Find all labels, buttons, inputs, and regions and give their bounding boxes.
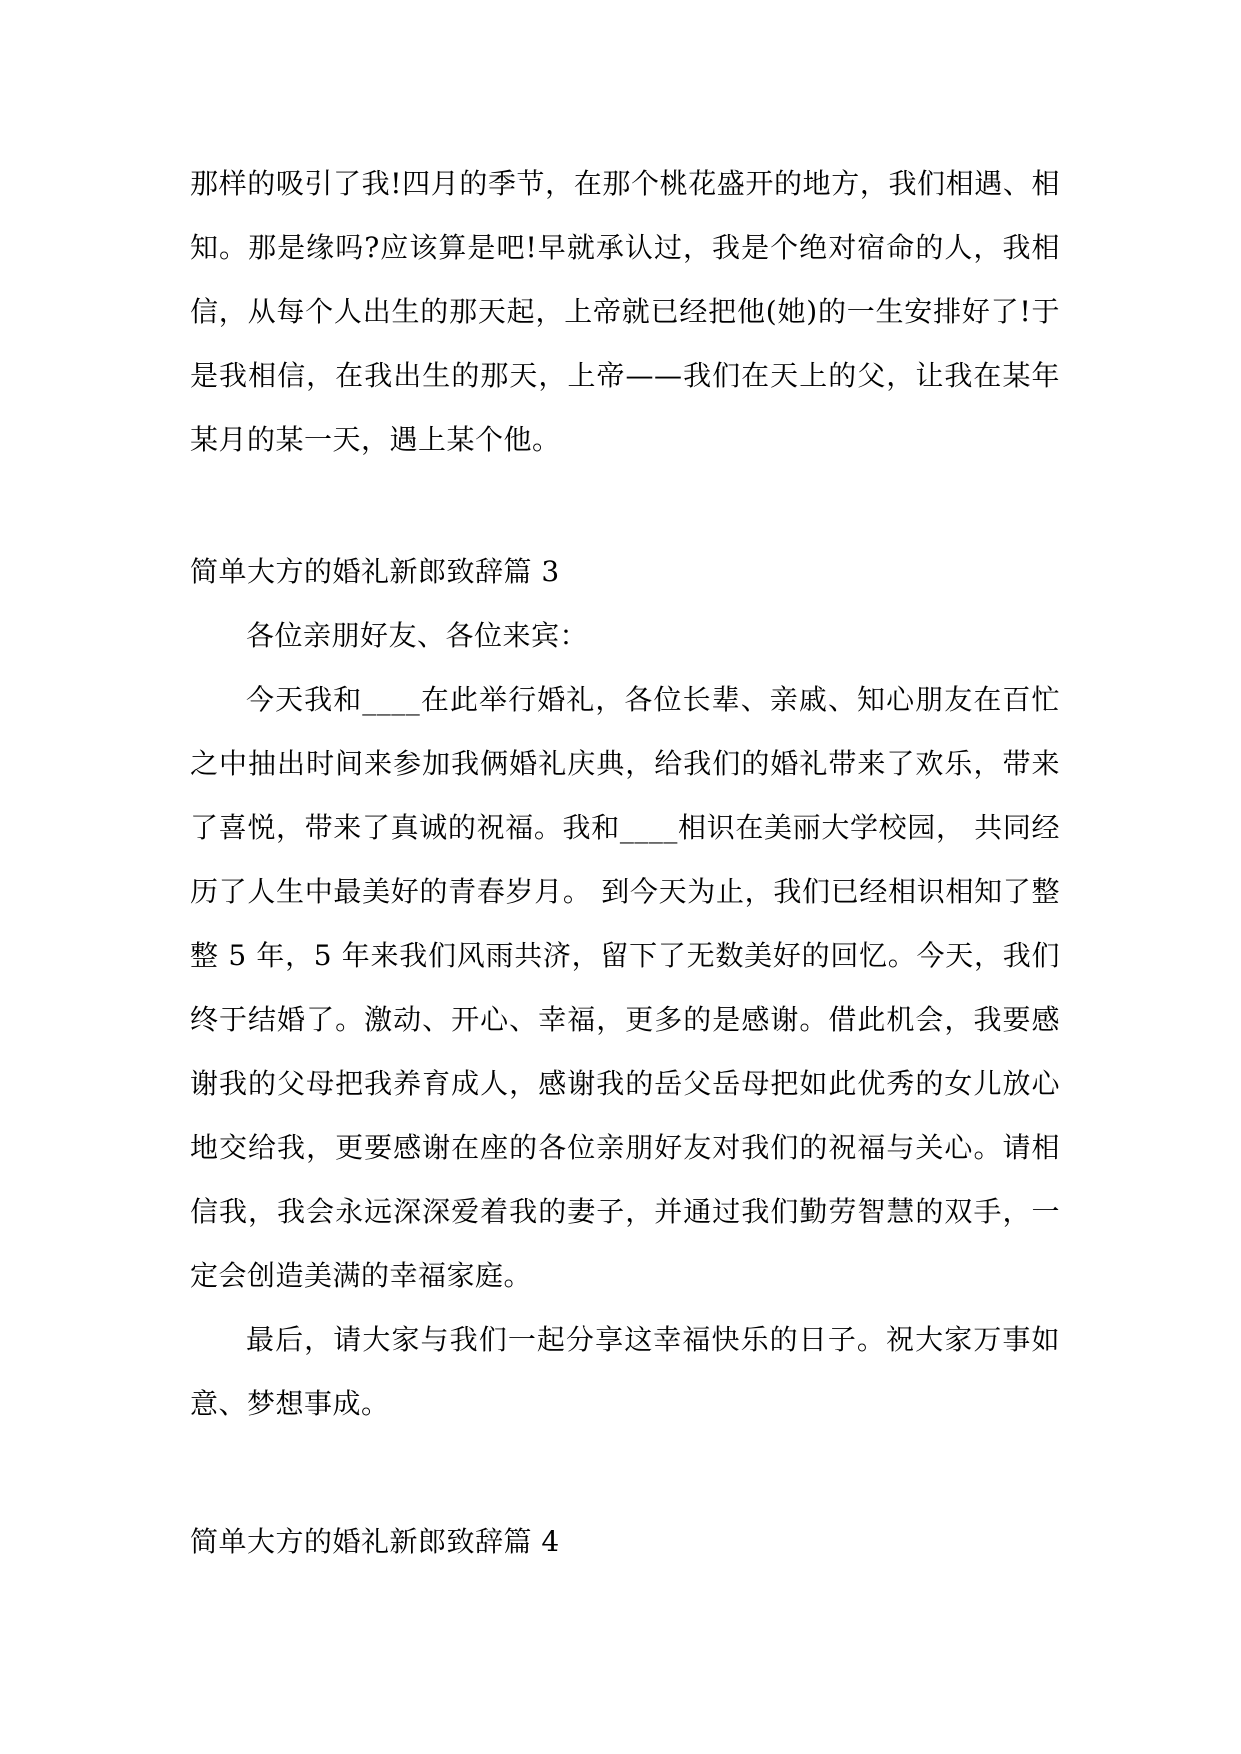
section-3 <box>190 540 1060 1436</box>
continued-paragraph: 那样的吸引了我!四月的季节，在那个桃花盛开的地方，我们相遇、相知。那是缘吗?应该算是吧!早就承认过，我是个绝对宿命的人，我相信，从每个人出生的那天起，上帝就已经把他(她)的一生安排好了!于是我相信，在我出生的那天，上帝——我们在天上的父，让我在某年某月的某一天，遇上某个他。 <box>190 167 1060 456</box>
continued-text-block <box>190 152 1060 472</box>
section-3-closing-paragraph: 最后，请大家与我们一起分享这幸福快乐的日子。祝大家万事如意、梦想事成。 <box>190 1323 1060 1420</box>
section-3-body-paragraph: 今天我和____在此举行婚礼，各位长辈、亲戚、知心朋友在百忙之中抽出时间来参加我俩婚礼庆典，给我们的婚礼带来了欢乐，带来了喜悦，带来了真诚的祝福。我和____相识在美丽大学校园， 共同经历了人生中最美好的青春岁月。 到今天为止，我们已经相识相知了整整 5 年，5 年来我们风雨共济，留下了无数美好的回忆。今天，我们终于结婚了。激动、开心、幸福，更多的是感谢。借此机会，我要感谢我的父母把我养育成人，感谢我的岳父岳母把如此优秀的女儿放心地交给我，更要感谢在座的各位亲朋好友对我们的祝福与关心。请相信我，我会永远深深爱着我的妻子，并通过我们勤劳智慧的双手，一定会创造美满的幸福家庭。 <box>190 683 1060 1292</box>
section-4-heading: 简单大方的婚礼新郎致辞篇 4 <box>190 1525 560 1558</box>
section-3-greeting: 各位亲朋好友、各位来宾： <box>246 619 589 652</box>
section-4 <box>190 1510 1060 1574</box>
section-3-heading: 简单大方的婚礼新郎致辞篇 3 <box>190 555 560 588</box>
